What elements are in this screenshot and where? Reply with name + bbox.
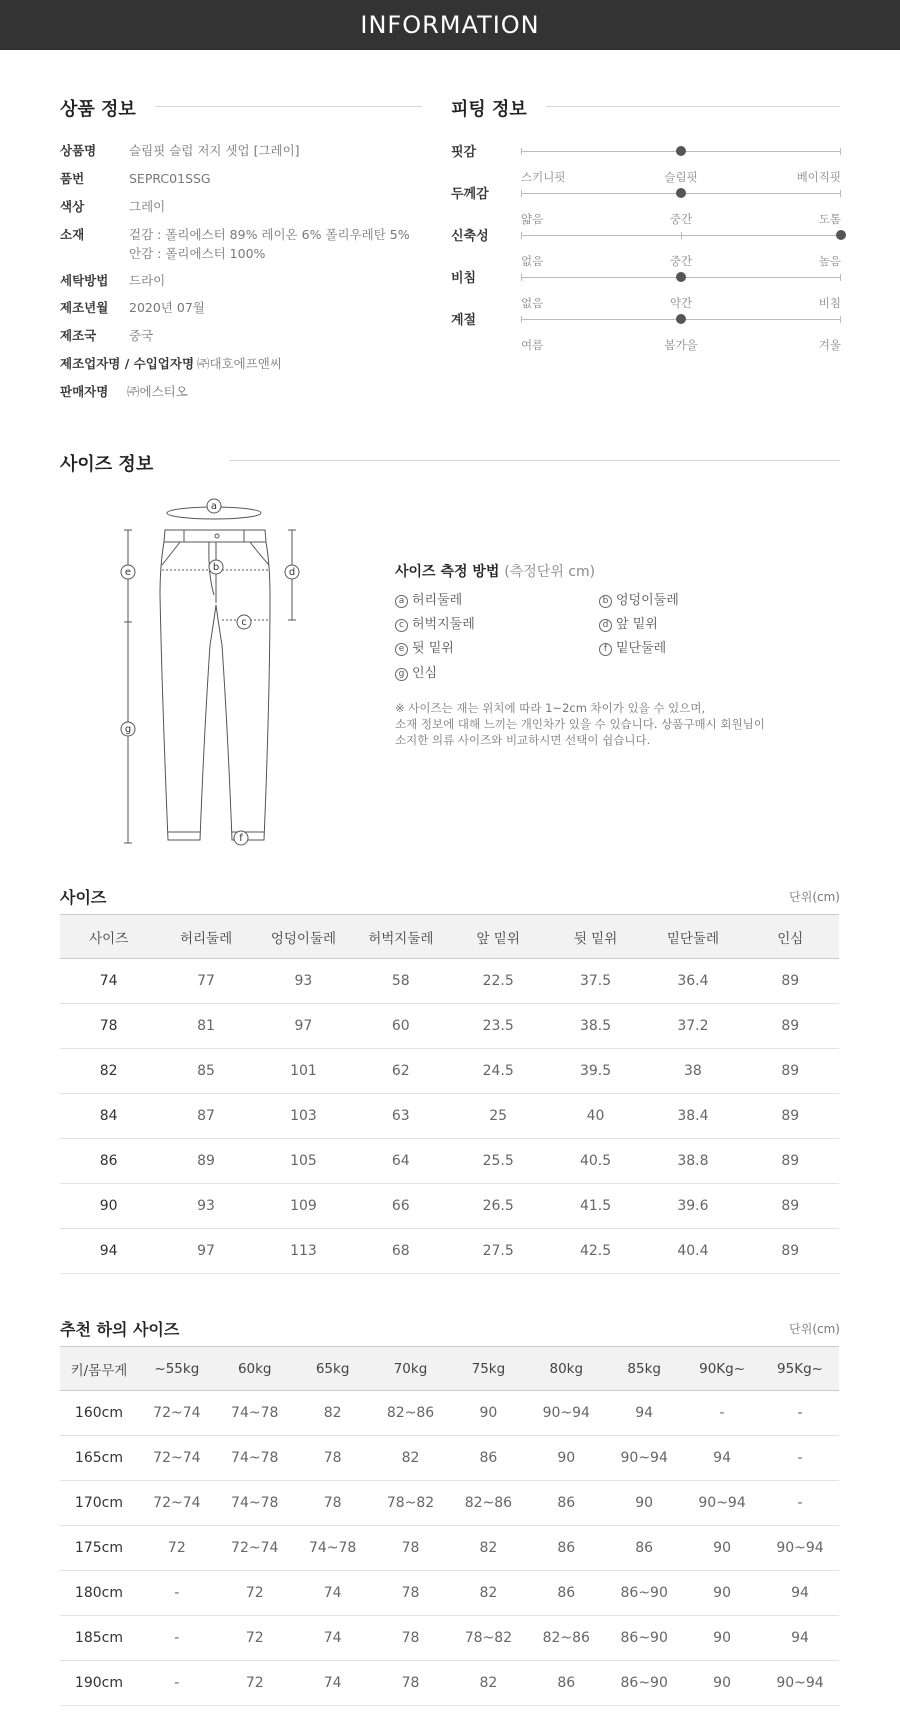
marker-a	[207, 499, 221, 513]
table-cell: -	[683, 1391, 761, 1436]
fit-option-label: 없음	[521, 254, 544, 268]
table-cell: 89	[742, 1049, 839, 1094]
table-cell: 82	[449, 1526, 527, 1571]
fit-option-label: 약간	[669, 296, 693, 310]
table-cell: 190cm	[60, 1661, 138, 1706]
fit-option-label: 얇음	[521, 212, 544, 226]
table-cell: 74	[294, 1616, 372, 1661]
fit-scale-track	[521, 319, 841, 352]
table-cell: 90~94	[761, 1661, 839, 1706]
size-method-item	[395, 589, 462, 608]
table-cell: 38.5	[547, 1004, 644, 1049]
svg-text:f: f	[239, 833, 243, 844]
left-pocket	[162, 542, 180, 565]
size-method-label: 허리둘레	[412, 593, 463, 608]
fit-option-label: 없음	[521, 296, 544, 310]
table-cell: 77	[157, 959, 254, 1004]
marker-e	[121, 565, 135, 579]
table-cell: 36.4	[644, 959, 741, 1004]
table-cell: 25.5	[450, 1139, 547, 1184]
table-cell: 90	[683, 1571, 761, 1616]
table-header-cell: ~55kg	[138, 1347, 216, 1391]
table-cell: -	[761, 1391, 839, 1436]
table-header-cell: 80kg	[527, 1347, 605, 1391]
info-value: 2020년 07월	[129, 300, 205, 315]
table-cell: 103	[255, 1094, 352, 1139]
size-method-unit: (측정단위 cm)	[504, 564, 596, 580]
table-cell: 82	[449, 1661, 527, 1706]
table-cell: 86~90	[605, 1616, 683, 1661]
table-cell: 72	[138, 1526, 216, 1571]
info-label: 색상	[60, 199, 85, 214]
table-cell: 101	[255, 1049, 352, 1094]
fit-row	[451, 309, 841, 352]
pants-outline	[160, 542, 270, 840]
table-row	[60, 959, 839, 1004]
info-value: 겉감 : 폴리에스터 89% 레이온 6% 폴리우레탄 5%	[129, 227, 410, 242]
table-cell: 78	[372, 1526, 450, 1571]
table-cell: 90	[449, 1391, 527, 1436]
table-cell: 93	[255, 959, 352, 1004]
fit-scale-indicator	[676, 188, 686, 198]
table-cell: 86	[527, 1571, 605, 1616]
table-cell: 27.5	[450, 1229, 547, 1274]
info-label: 판매자명	[60, 384, 109, 399]
fit-scale-tick	[840, 190, 841, 197]
table-cell: 90	[683, 1526, 761, 1571]
table-header-cell: 75kg	[449, 1347, 527, 1391]
info-label: 제조업자명 / 수입업자명	[60, 356, 195, 371]
table-row	[60, 1571, 839, 1616]
table-row	[60, 1661, 839, 1706]
table-cell: 78	[294, 1436, 372, 1481]
table-cell: 86	[605, 1526, 683, 1571]
table-cell: 24.5	[450, 1049, 547, 1094]
table-cell: 94	[761, 1571, 839, 1616]
table-cell: 90~94	[527, 1391, 605, 1436]
table-header-cell: 앞 밑위	[450, 915, 547, 959]
table-cell: 78	[60, 1004, 157, 1049]
fit-label: 핏감	[451, 145, 477, 160]
table-cell: 78~82	[449, 1616, 527, 1661]
size-note-line: 소재 정보에 대해 느끼는 개인차가 있을 수 있습니다. 상품구매시 회원님이	[395, 717, 765, 731]
size-table	[60, 914, 839, 1274]
fit-row	[451, 225, 841, 268]
table-cell: 63	[352, 1094, 449, 1139]
fit-option-label: 도톰	[818, 212, 841, 226]
table-row	[60, 1049, 839, 1094]
fit-label: 계절	[451, 313, 477, 328]
svg-text:e: e	[124, 567, 132, 578]
size-method-label: 밑단둘레	[616, 641, 667, 656]
table-cell: 82~86	[527, 1616, 605, 1661]
product-info-title: 상품 정보	[60, 99, 136, 120]
table-cell: 38.8	[644, 1139, 741, 1184]
table-cell: 94	[683, 1436, 761, 1481]
table-cell: 86	[527, 1661, 605, 1706]
size-method-label: 인심	[412, 666, 438, 681]
marker-b	[209, 560, 223, 574]
table-cell: 78	[372, 1571, 450, 1616]
size-method-item	[395, 613, 475, 632]
table-cell: 66	[352, 1184, 449, 1229]
table-cell: 89	[742, 1184, 839, 1229]
table-cell: 109	[255, 1184, 352, 1229]
table-cell: 37.5	[547, 959, 644, 1004]
marker-circle-icon: c	[395, 619, 408, 632]
marker-circle-icon: e	[395, 643, 408, 656]
table-cell: 90	[683, 1661, 761, 1706]
info-value: SEPRC01SSG	[129, 171, 211, 186]
table-cell: 89	[742, 959, 839, 1004]
table-cell: 90~94	[683, 1481, 761, 1526]
table-row	[60, 1229, 839, 1274]
table-cell: 90~94	[605, 1436, 683, 1481]
table-cell: 90	[683, 1616, 761, 1661]
size-note	[395, 700, 815, 748]
fit-option-label: 비침	[818, 296, 841, 310]
table-cell: 175cm	[60, 1526, 138, 1571]
table-cell: 74	[294, 1661, 372, 1706]
table-cell: 78~82	[372, 1481, 450, 1526]
size-method-item	[599, 589, 679, 608]
table-cell: 40	[547, 1094, 644, 1139]
table-cell: 89	[742, 1139, 839, 1184]
table-cell: 113	[255, 1229, 352, 1274]
table-row	[60, 1526, 839, 1571]
table-cell: 82~86	[449, 1481, 527, 1526]
size-method-item	[395, 637, 454, 656]
fit-scale-tick	[521, 274, 522, 281]
fit-scale-tick	[681, 232, 682, 239]
fit-option-label: 중간	[669, 212, 693, 226]
size-table-title: 사이즈	[60, 888, 107, 907]
table-cell: 72	[216, 1616, 294, 1661]
table-cell: -	[138, 1616, 216, 1661]
size-method-item	[599, 637, 666, 656]
size-method-label: 사이즈 측정 방법	[395, 564, 500, 580]
size-method-label: 허벅지둘레	[412, 617, 475, 632]
table-cell: 78	[294, 1481, 372, 1526]
table-cell: 39.5	[547, 1049, 644, 1094]
size-method-item	[395, 662, 437, 681]
table-cell: 81	[157, 1004, 254, 1049]
size-note-line: ※ 사이즈는 재는 위치에 따라 1~2cm 차이가 있을 수 있으며,	[395, 701, 706, 715]
product-info-divider	[155, 106, 422, 107]
table-cell: 82	[372, 1436, 450, 1481]
table-cell: 89	[157, 1139, 254, 1184]
table-row	[60, 1436, 839, 1481]
table-header-cell: 70kg	[372, 1347, 450, 1391]
table-row	[60, 1391, 839, 1436]
table-header-cell: 60kg	[216, 1347, 294, 1391]
table-cell: 78	[372, 1616, 450, 1661]
fit-row	[451, 141, 841, 184]
table-cell: 86	[449, 1436, 527, 1481]
table-header-cell: 85kg	[605, 1347, 683, 1391]
table-cell: 38.4	[644, 1094, 741, 1139]
table-cell: 97	[255, 1004, 352, 1049]
svg-text:b: b	[212, 562, 220, 573]
table-cell: 74	[294, 1571, 372, 1616]
table-cell: 185cm	[60, 1616, 138, 1661]
fit-scale-tick	[521, 316, 522, 323]
info-label: 상품명	[60, 143, 97, 158]
marker-c	[237, 615, 251, 629]
table-cell: 82	[294, 1391, 372, 1436]
svg-text:d: d	[288, 567, 296, 578]
table-cell: 60	[352, 1004, 449, 1049]
table-cell: 40.4	[644, 1229, 741, 1274]
table-cell: 105	[255, 1139, 352, 1184]
table-cell: 93	[157, 1184, 254, 1229]
fit-option-label: 중간	[669, 254, 693, 268]
table-cell: 78	[372, 1661, 450, 1706]
table-cell: 90	[605, 1481, 683, 1526]
fit-scale-tick	[840, 148, 841, 155]
fit-label: 비침	[451, 271, 477, 286]
table-cell: 72~74	[138, 1481, 216, 1526]
table-header-cell: 90Kg~	[683, 1347, 761, 1391]
fit-option-label: 스키니핏	[521, 170, 566, 184]
table-cell: 89	[742, 1004, 839, 1049]
table-header-cell: 뒷 밑위	[547, 915, 644, 959]
table-cell: 72	[216, 1661, 294, 1706]
table-cell: 68	[352, 1229, 449, 1274]
fit-label: 신축성	[451, 229, 489, 244]
table-cell: 72	[216, 1571, 294, 1616]
info-label: 제조국	[60, 328, 97, 343]
table-cell: 62	[352, 1049, 449, 1094]
fit-option-label: 높음	[818, 254, 841, 268]
table-row	[60, 1616, 839, 1661]
fit-scale-indicator	[836, 230, 846, 240]
table-header-cell: 엉덩이둘레	[255, 915, 352, 959]
svg-text:c: c	[241, 617, 247, 628]
table-cell: 82~86	[372, 1391, 450, 1436]
table-cell: 82	[60, 1049, 157, 1094]
rec-table-title: 추천 하의 사이즈	[60, 1320, 180, 1339]
fit-info-title: 피팅 정보	[451, 99, 527, 120]
table-cell: 72~74	[138, 1436, 216, 1481]
info-value: 중국	[129, 328, 154, 343]
table-header-cell: 밑단둘레	[644, 915, 741, 959]
marker-circle-icon: g	[395, 668, 408, 681]
info-value-2: 안감 : 폴리에스터 100%	[129, 246, 266, 261]
size-method-item	[599, 613, 658, 632]
table-cell: 87	[157, 1094, 254, 1139]
table-cell: 86	[527, 1481, 605, 1526]
table-cell: 39.6	[644, 1184, 741, 1229]
table-cell: 86~90	[605, 1571, 683, 1616]
information-banner: INFORMATION	[0, 0, 900, 50]
table-cell: 94	[761, 1616, 839, 1661]
pants-measurement-diagram	[110, 495, 350, 855]
table-header-cell: 키/몸무게	[60, 1347, 138, 1391]
size-info-title: 사이즈 정보	[60, 454, 154, 475]
fit-scale-track	[521, 151, 841, 184]
table-cell: 74~78	[216, 1481, 294, 1526]
table-cell: 38	[644, 1049, 741, 1094]
table-cell: -	[761, 1481, 839, 1526]
table-header-cell: 인심	[742, 915, 839, 959]
fit-option-label: 봄가을	[664, 338, 698, 352]
recommended-size-table	[60, 1346, 839, 1706]
table-row	[60, 1094, 839, 1139]
table-cell: 90	[527, 1436, 605, 1481]
fit-scale-track	[521, 235, 841, 268]
marker-circle-icon: a	[395, 595, 408, 608]
table-header-cell: 65kg	[294, 1347, 372, 1391]
size-note-line: 소지한 의류 사이즈와 비교하시면 선택이 쉽습니다.	[395, 733, 651, 747]
fit-scale-tick	[521, 190, 522, 197]
table-cell: 97	[157, 1229, 254, 1274]
fit-scale-tick	[521, 232, 522, 239]
table-cell: 72~74	[138, 1391, 216, 1436]
marker-g	[121, 722, 135, 736]
table-header-cell: 허리둘레	[157, 915, 254, 959]
table-cell: 94	[60, 1229, 157, 1274]
table-cell: -	[761, 1436, 839, 1481]
table-cell: 40.5	[547, 1139, 644, 1184]
size-method-label: 앞 밑위	[616, 617, 658, 632]
fit-row	[451, 267, 841, 310]
table-cell: 89	[742, 1094, 839, 1139]
table-cell: 82	[449, 1571, 527, 1616]
table-cell: 41.5	[547, 1184, 644, 1229]
table-cell: 72~74	[216, 1526, 294, 1571]
fit-scale-tick	[840, 316, 841, 323]
table-cell: 86	[60, 1139, 157, 1184]
table-cell: 37.2	[644, 1004, 741, 1049]
marker-f	[234, 831, 248, 845]
table-cell: 74	[60, 959, 157, 1004]
svg-text:g: g	[124, 724, 132, 735]
table-cell: 90	[60, 1184, 157, 1229]
table-row	[60, 1184, 839, 1229]
size-method-label: 엉덩이둘레	[616, 593, 679, 608]
fit-option-label: 베이직핏	[796, 170, 841, 184]
info-label: 품번	[60, 171, 85, 186]
table-header-cell: 사이즈	[60, 915, 157, 959]
fit-scale-tick	[840, 274, 841, 281]
size-info-divider	[230, 460, 840, 461]
fit-scale-tick	[521, 148, 522, 155]
table-cell: 86~90	[605, 1661, 683, 1706]
fit-option-label: 여름	[521, 338, 544, 352]
table-row	[60, 1139, 839, 1184]
size-method-label: 뒷 밑위	[412, 641, 454, 656]
table-row	[60, 1481, 839, 1526]
table-cell: 85	[157, 1049, 254, 1094]
info-label: 세탁방법	[60, 273, 109, 288]
marker-d	[285, 565, 299, 579]
table-header-cell: 95Kg~	[761, 1347, 839, 1391]
table-cell: 74~78	[216, 1436, 294, 1481]
fit-row	[451, 183, 841, 226]
table-cell: 89	[742, 1229, 839, 1274]
fit-label: 두께감	[451, 187, 489, 202]
table-cell: 25	[450, 1094, 547, 1139]
svg-text:a: a	[210, 501, 218, 512]
table-cell: 165cm	[60, 1436, 138, 1481]
table-cell: 90~94	[761, 1526, 839, 1571]
info-value: 슬림핏 슬럽 저지 셋업 [그레이]	[129, 143, 300, 158]
table-header-cell: 허벅지둘레	[352, 915, 449, 959]
table-cell: 86	[527, 1526, 605, 1571]
info-value: ㈜에스티오	[127, 384, 188, 399]
belt-loops	[184, 530, 244, 542]
info-value: 드라이	[129, 273, 166, 288]
size-table-unit: 단위(cm)	[789, 890, 840, 904]
fit-scale-indicator	[676, 146, 686, 156]
table-cell: 42.5	[547, 1229, 644, 1274]
fit-scale-indicator	[676, 272, 686, 282]
marker-circle-icon: b	[599, 595, 612, 608]
table-cell: 84	[60, 1094, 157, 1139]
info-value: ㈜대호에프앤씨	[197, 356, 282, 371]
info-label: 소재	[60, 227, 85, 242]
fit-scale-track	[521, 193, 841, 226]
table-cell: -	[138, 1571, 216, 1616]
table-row	[60, 1004, 839, 1049]
table-cell: 160cm	[60, 1391, 138, 1436]
marker-circle-icon: f	[599, 643, 612, 656]
info-value: 그레이	[129, 199, 166, 214]
fit-info-divider	[546, 106, 840, 107]
table-cell: 22.5	[450, 959, 547, 1004]
rec-table-unit: 단위(cm)	[789, 1322, 840, 1336]
table-cell: 23.5	[450, 1004, 547, 1049]
table-cell: 74~78	[216, 1391, 294, 1436]
table-cell: 64	[352, 1139, 449, 1184]
table-cell: 94	[605, 1391, 683, 1436]
size-method-title	[395, 561, 595, 581]
fit-scale-track	[521, 277, 841, 310]
pants-button	[215, 534, 219, 538]
info-label: 제조년월	[60, 300, 109, 315]
fit-scale-indicator	[676, 314, 686, 324]
table-cell: -	[138, 1661, 216, 1706]
table-cell: 74~78	[294, 1526, 372, 1571]
table-cell: 180cm	[60, 1571, 138, 1616]
table-cell: 170cm	[60, 1481, 138, 1526]
table-cell: 26.5	[450, 1184, 547, 1229]
fit-option-label: 슬림핏	[664, 170, 698, 184]
table-cell: 58	[352, 959, 449, 1004]
marker-circle-icon: d	[599, 619, 612, 632]
fit-option-label: 겨울	[818, 338, 841, 352]
